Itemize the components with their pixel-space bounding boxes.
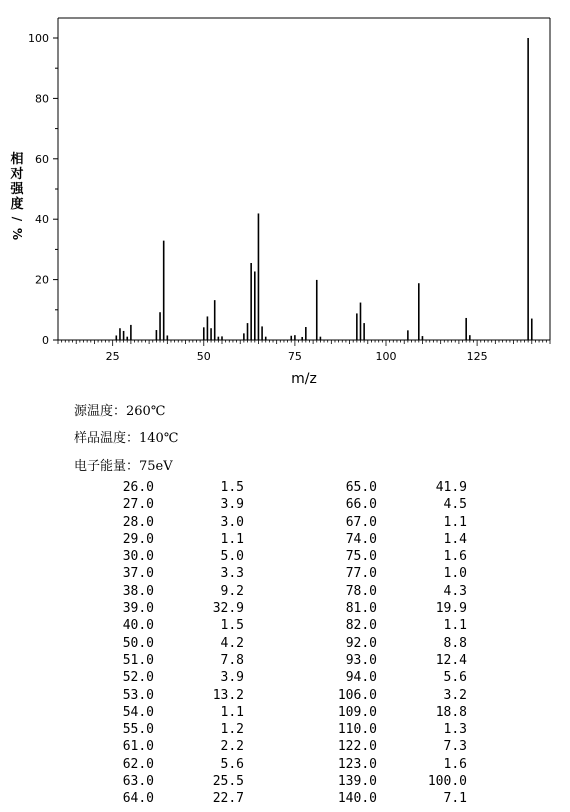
- table-row: [92, 721, 467, 738]
- x-tick-label: 50: [196, 350, 211, 363]
- mass-spectrum-chart: [0, 0, 570, 395]
- mz-cell: 28.0: [122, 514, 154, 530]
- mz-cell: 106.0: [337, 687, 377, 703]
- mz-cell: 63.0: [122, 774, 154, 790]
- x-tick-label: 25: [105, 350, 120, 363]
- table-row: [92, 652, 467, 669]
- intensity-cell: 1.5: [220, 480, 244, 495]
- intensity-cell: 100.0: [427, 774, 467, 790]
- intensity-cell: 19.9: [435, 601, 467, 617]
- mz-cell: 54.0: [122, 704, 154, 720]
- intensity-cell: 1.1: [443, 514, 467, 530]
- mz-cell: 74.0: [345, 531, 377, 547]
- y-tick-label: 40: [35, 213, 49, 227]
- intensity-cell: 4.2: [220, 635, 244, 651]
- mz-cell: 26.0: [122, 480, 154, 495]
- mz-cell: 77.0: [345, 566, 377, 582]
- intensity-cell: 5.0: [220, 549, 244, 565]
- electron-energy: 电子能量：75eV: [74, 459, 173, 474]
- y-axis-label-char: %: [10, 227, 24, 241]
- intensity-cell: 3.9: [220, 670, 244, 686]
- table-row: [92, 687, 467, 704]
- intensity-cell: 32.9: [212, 601, 244, 617]
- table-row: [92, 756, 467, 773]
- sample-temperature: 样品温度：140℃: [74, 431, 179, 446]
- intensity-cell: 13.2: [212, 687, 244, 703]
- intensity-cell: 7.3: [443, 739, 467, 755]
- y-tick-label: 0: [42, 334, 49, 347]
- mz-cell: 66.0: [345, 497, 377, 513]
- x-tick-label: 75: [287, 350, 302, 363]
- mz-cell: 81.0: [345, 601, 377, 617]
- source-temperature: 源温度：260℃: [74, 404, 166, 419]
- mz-cell: 27.0: [122, 497, 154, 513]
- intensity-cell: 1.2: [220, 722, 244, 738]
- intensity-cell: 1.6: [443, 756, 467, 772]
- peak-table: [92, 479, 467, 808]
- y-axis-label-char: 对: [10, 167, 24, 182]
- table-row: [92, 600, 467, 617]
- mz-cell: 123.0: [337, 756, 377, 772]
- intensity-cell: 7.1: [443, 791, 467, 807]
- y-axis-label-char: 强: [10, 182, 24, 197]
- mz-cell: 40.0: [122, 618, 154, 634]
- intensity-cell: 5.6: [443, 670, 467, 686]
- table-row: [92, 790, 467, 807]
- intensity-cell: 4.5: [443, 497, 467, 513]
- mz-cell: 29.0: [122, 531, 154, 547]
- y-axis-label-char: 相: [10, 152, 24, 167]
- table-row: [92, 514, 467, 531]
- table-row: [92, 669, 467, 686]
- intensity-cell: 9.2: [220, 583, 244, 599]
- table-row: [92, 496, 467, 513]
- mz-cell: 75.0: [345, 549, 377, 565]
- mz-cell: 61.0: [122, 739, 154, 755]
- x-tick-label: 100: [375, 350, 397, 363]
- table-row: [92, 738, 467, 755]
- mz-cell: 51.0: [122, 652, 154, 668]
- intensity-cell: 4.3: [443, 583, 467, 599]
- mz-cell: 140.0: [337, 791, 377, 807]
- mz-cell: 55.0: [122, 722, 154, 738]
- x-axis-label: m/z: [291, 371, 317, 387]
- mz-cell: 109.0: [337, 704, 377, 720]
- table-row: [92, 773, 467, 790]
- table-row: [92, 531, 467, 548]
- mz-cell: 62.0: [122, 756, 154, 772]
- table-row: [92, 617, 467, 634]
- intensity-cell: 3.2: [443, 687, 467, 703]
- mz-cell: 94.0: [345, 670, 377, 686]
- table-row: [92, 583, 467, 600]
- y-tick-label: 20: [35, 273, 49, 287]
- mz-cell: 139.0: [337, 774, 377, 790]
- y-axis-label-char: /: [10, 216, 24, 222]
- intensity-cell: 25.5: [212, 774, 244, 790]
- intensity-cell: 7.8: [220, 652, 244, 668]
- intensity-cell: 22.7: [212, 791, 244, 807]
- intensity-cell: 3.3: [220, 566, 244, 582]
- intensity-cell: 1.1: [220, 531, 244, 547]
- mz-cell: 92.0: [345, 635, 377, 651]
- mz-cell: 65.0: [345, 480, 377, 495]
- mz-cell: 50.0: [122, 635, 154, 651]
- intensity-cell: 1.5: [220, 618, 244, 634]
- mz-cell: 93.0: [345, 652, 377, 668]
- intensity-cell: 1.6: [443, 549, 467, 565]
- mz-cell: 38.0: [122, 583, 154, 599]
- mz-cell: 39.0: [122, 601, 154, 617]
- mz-cell: 67.0: [345, 514, 377, 530]
- table-row: [92, 704, 467, 721]
- mz-cell: 122.0: [337, 739, 377, 755]
- intensity-cell: 2.2: [220, 739, 244, 755]
- intensity-cell: 3.0: [220, 514, 244, 530]
- intensity-cell: 5.6: [220, 756, 244, 772]
- table-row: [92, 565, 467, 582]
- intensity-cell: 3.9: [220, 497, 244, 513]
- intensity-cell: 1.1: [220, 704, 244, 720]
- intensity-cell: 1.4: [443, 531, 467, 547]
- mz-cell: 64.0: [122, 791, 154, 807]
- table-row: [92, 548, 467, 565]
- mz-cell: 37.0: [122, 566, 154, 582]
- mz-cell: 78.0: [345, 583, 377, 599]
- mz-cell: 82.0: [345, 618, 377, 634]
- mz-cell: 110.0: [337, 722, 377, 738]
- mz-cell: 52.0: [122, 670, 154, 686]
- y-tick-label: 60: [35, 152, 49, 166]
- intensity-cell: 1.0: [443, 566, 467, 582]
- intensity-cell: 41.9: [435, 480, 467, 495]
- y-axis-label: [9, 151, 24, 240]
- y-tick-label: 80: [35, 92, 49, 106]
- intensity-cell: 8.8: [443, 635, 467, 651]
- table-row: [92, 479, 467, 496]
- intensity-cell: 12.4: [435, 652, 467, 668]
- table-row: [92, 635, 467, 652]
- x-tick-label: 125: [466, 350, 488, 363]
- intensity-cell: 1.3: [443, 722, 467, 738]
- y-tick-label: 100: [28, 32, 49, 45]
- intensity-cell: 1.1: [443, 618, 467, 634]
- intensity-cell: 18.8: [435, 704, 467, 720]
- mz-cell: 53.0: [122, 687, 154, 703]
- mz-cell: 30.0: [122, 549, 154, 565]
- y-axis-label-char: 度: [10, 197, 24, 212]
